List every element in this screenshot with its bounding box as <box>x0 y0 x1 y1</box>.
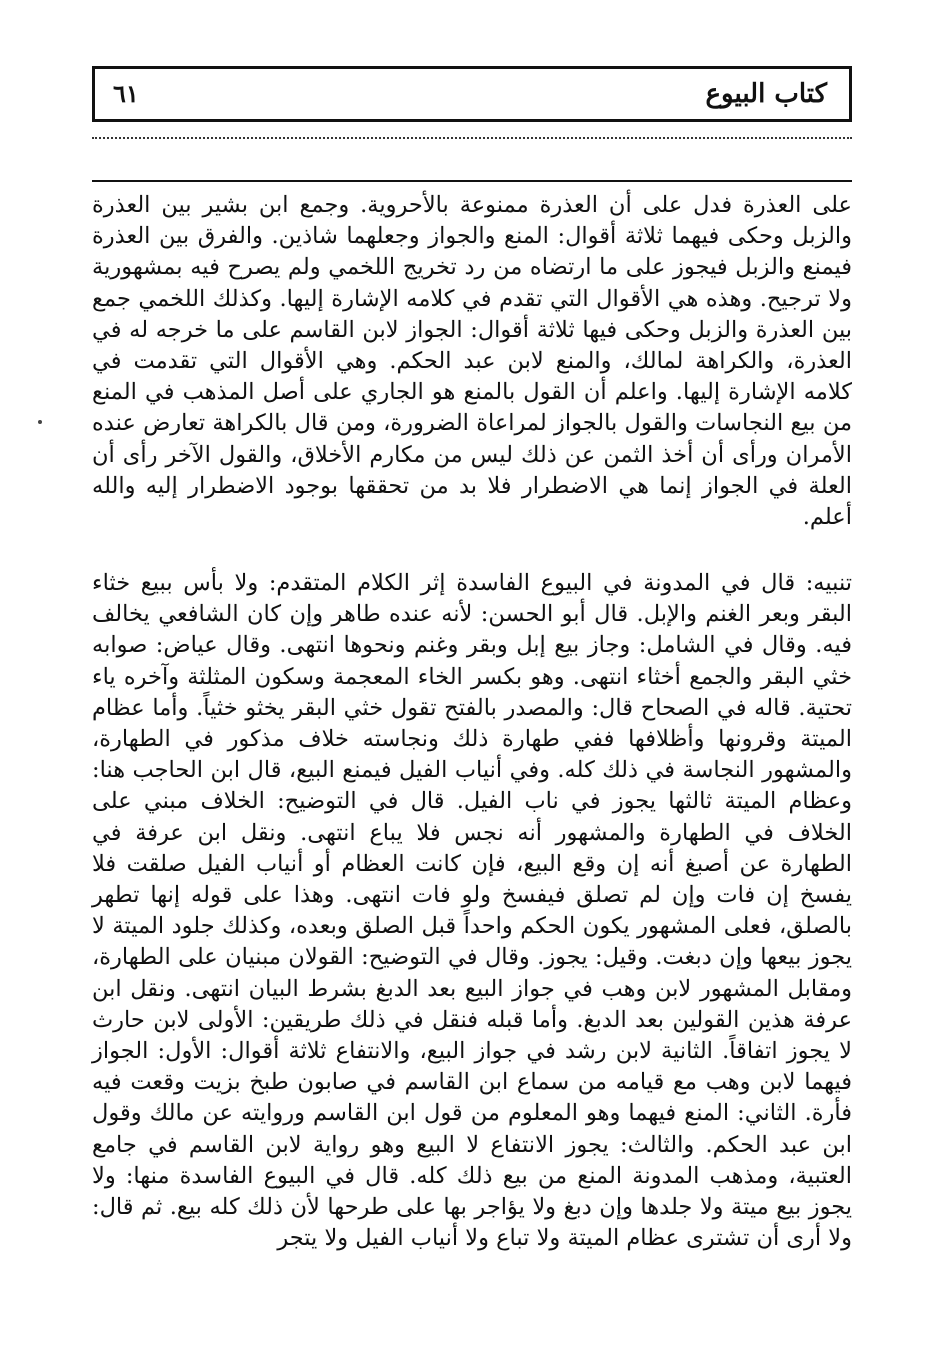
running-header <box>92 66 852 122</box>
margin-speck <box>38 420 42 424</box>
body-paragraph-2: تنبيه: قال في المدونة في البيوع الفاسدة إثر الكلام المتقدم: ولا بأس ببيع خثاء البقر وبعر الغنم والإبل. قال أبو الحسن: لأنه عنده طاهر وإن كان الشافعي يخالف فيه. وقال في الشامل: وجاز بيع إبل وبقر وغنم ونحوها انتهى. وقال عياض: صوابه خثي البقر والجمع أخثاء انتهى. وهو بكسر الخاء المعجمة وسكون المثلثة وآخره ياء تحتية. قاله في الصحاح قال: والمصدر بالفتح تقول خثي البقر يخثو خثياً. وأما عظام الميتة وقرونها وأظلافها ففي طهارة ذلك ونجاسته خلاف مذكور في الطهارة، والمشهور النجاسة في ذلك كله. وفي أنياب الفيل فيمنع البيع، قال ابن الحاجب هنا: وعظام الميتة ثالثها يجوز في ناب الفيل. قال في التوضيح: الخلاف مبني على الخلاف في الطهارة والمشهور أنه نجس فلا يباع انتهى. ونقل ابن عرفة في الطهارة عن أصبغ أنه إن وقع البيع، فإن كانت العظام أو أنياب الفيل صلقت فلا يفسخ إن فات وإن لم تصلق فيفسخ ولو فات انتهى. وهذا على قوله إنها تطهر بالصلق، فعلى المشهور يكون الحكم واحداً قبل الصلق وبعده، وكذلك جلود الميتة لا يجوز بيعها وإن دبغت. وقيل: يجوز. وقال في التوضيح: القولان مبنيان على الطهارة، ومقابل المشهور لابن وهب في جواز البيع بعد الدبغ بشرط البيان انتهى. ونقل ابن عرفة هذين القولين بعد الدبغ. وأما قبله فنقل في ذلك طريقين: الأولى لابن حارث لا يجوز اتفاقاً. الثانية لابن رشد في جواز البيع، والانتفاع ثلاثة أقوال: الأول: الجواز فيهما لابن وهب مع قيامه من سماع ابن القاسم في صابون طبخ بزيت وقعت فيه فأرة. الثاني: المنع فيهما وهو المعلوم من قول ابن القاسم وروايته عن مالك وقول ابن عبد الحكم. والثالث: يجوز الانتفاع لا البيع وهو رواية لابن القاسم في جامع العتبية، ومذهب المدونة المنع من بيع ذلك كله. قال في البيوع الفاسدة منها: ولا يجوز بيع ميتة ولا جلدها وإن دبغ ولا يؤاجر بها على طرحها لأن ذلك كله بيع. ثم قال: ولا أرى أن تشترى عظام الميتة ولا تباع ولا أنياب الفيل ولا يتجر <box>92 570 852 1252</box>
body-paragraph-1: على العذرة فدل على أن العذرة ممنوعة بالأحروية. وجمع ابن بشير بين العذرة والزبل وحكى فيهما ثلاثة أقوال: المنع والجواز وجعلهما شاذين. والفرق بين العذرة فيمنع والزبل فيجوز على ما ارتضاه من رد تخريج اللخمي ولم يصرح فيه بمشهورية ولا ترجيح. وهذه هي الأقوال التي تقدم في كلامه الإشارة إليها. وكذلك اللخمي جمع بين العذرة والزبل وحكى فيها ثلاثة أقوال: الجواز لابن القاسم على ما خرجه له في العذرة، والكراهة لمالك، والمنع لابن عبد الحكم. وهي الأقوال التي تقدمت في كلامه الإشارة إليها. واعلم أن القول بالمنع هو الجاري على أصل المذهب في المنع من بيع النجاسات والقول بالجواز لمراعاة الضرورة، ومن قال بالكراهة تعارض عنده الأمران ورأى أن أخذ الثمن عن ذلك ليس من مكارم الأخلاق، والقول الآخر رأى أن العلة في الجواز إنما هي الاضطرار فلا بد من تحققها بوجود الاضطرار إليه والله أعلم. <box>92 192 852 531</box>
footnote-rule <box>92 180 852 182</box>
dotted-separator <box>92 137 852 139</box>
chapter-title: كتاب البيوع <box>705 79 827 109</box>
page-number: ٦١ <box>113 79 139 108</box>
